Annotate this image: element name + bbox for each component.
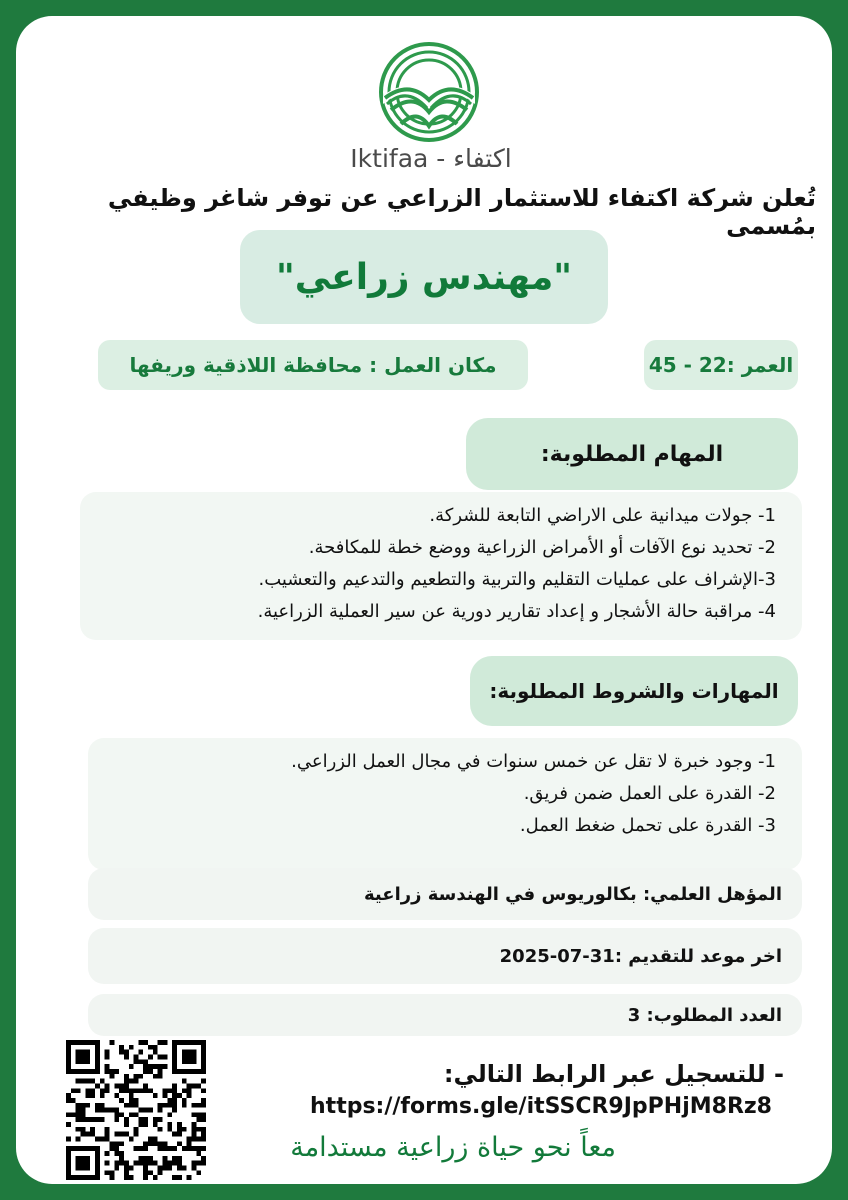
list-item: 2- القدرة على العمل ضمن فريق.	[523, 783, 776, 804]
brand-name: Iktifaa - اكتفاء	[350, 144, 512, 173]
list-item: 3-الإشراف على عمليات التقليم والتربية والتطعيم والتدعيم والتعشيب.	[258, 569, 776, 590]
qr-code-icon[interactable]	[66, 1040, 206, 1180]
list-item: 2- تحديد نوع الآفات أو الأمراض الزراعية ووضع خطة للمكافحة.	[308, 537, 776, 558]
work-place: مكان العمل : محافظة اللاذقية وريفها	[98, 340, 528, 390]
announcement: تُعلن شركة اكتفاء للاستثمار الزراعي عن توفر شاغر وظيفي بمُسمى	[107, 184, 816, 240]
slogan: معاً نحو حياة زراعية مستدامة	[290, 1132, 616, 1163]
list-item: 4- مراقبة حالة الأشجار و إعداد تقارير دورية عن سير العملية الزراعية.	[257, 601, 776, 622]
required-count: العدد المطلوب: 3	[88, 994, 802, 1036]
list-item: 3- القدرة على تحمل ضغط العمل.	[519, 815, 776, 836]
age-range: العمر :22 - 45	[644, 340, 798, 390]
qualification: المؤهل العلمي: بكالوريوس في الهندسة زراعية	[88, 868, 802, 920]
list-item: 1- وجود خبرة لا تقل عن خمس سنوات في مجال العمل الزراعي.	[291, 751, 776, 772]
list-item: 1- جولات ميدانية على الاراضي التابعة للشركة.	[429, 505, 776, 526]
job-poster	[16, 16, 832, 1184]
tasks-list	[96, 500, 776, 628]
skills-list	[96, 746, 776, 842]
deadline: اخر موعد للتقديم :31-07-2025	[88, 928, 802, 984]
job-title: "مهندس زراعي"	[240, 230, 608, 324]
registration-link[interactable]: https://forms.gle/itSSCR9JpPHjM8Rz8	[310, 1094, 772, 1119]
green-field-logo-icon	[377, 40, 481, 150]
registration-label: - للتسجيل عبر الرابط التالي:	[443, 1060, 784, 1088]
skills-heading: المهارات والشروط المطلوبة:	[470, 656, 798, 726]
tasks-heading: المهام المطلوبة:	[466, 418, 798, 490]
